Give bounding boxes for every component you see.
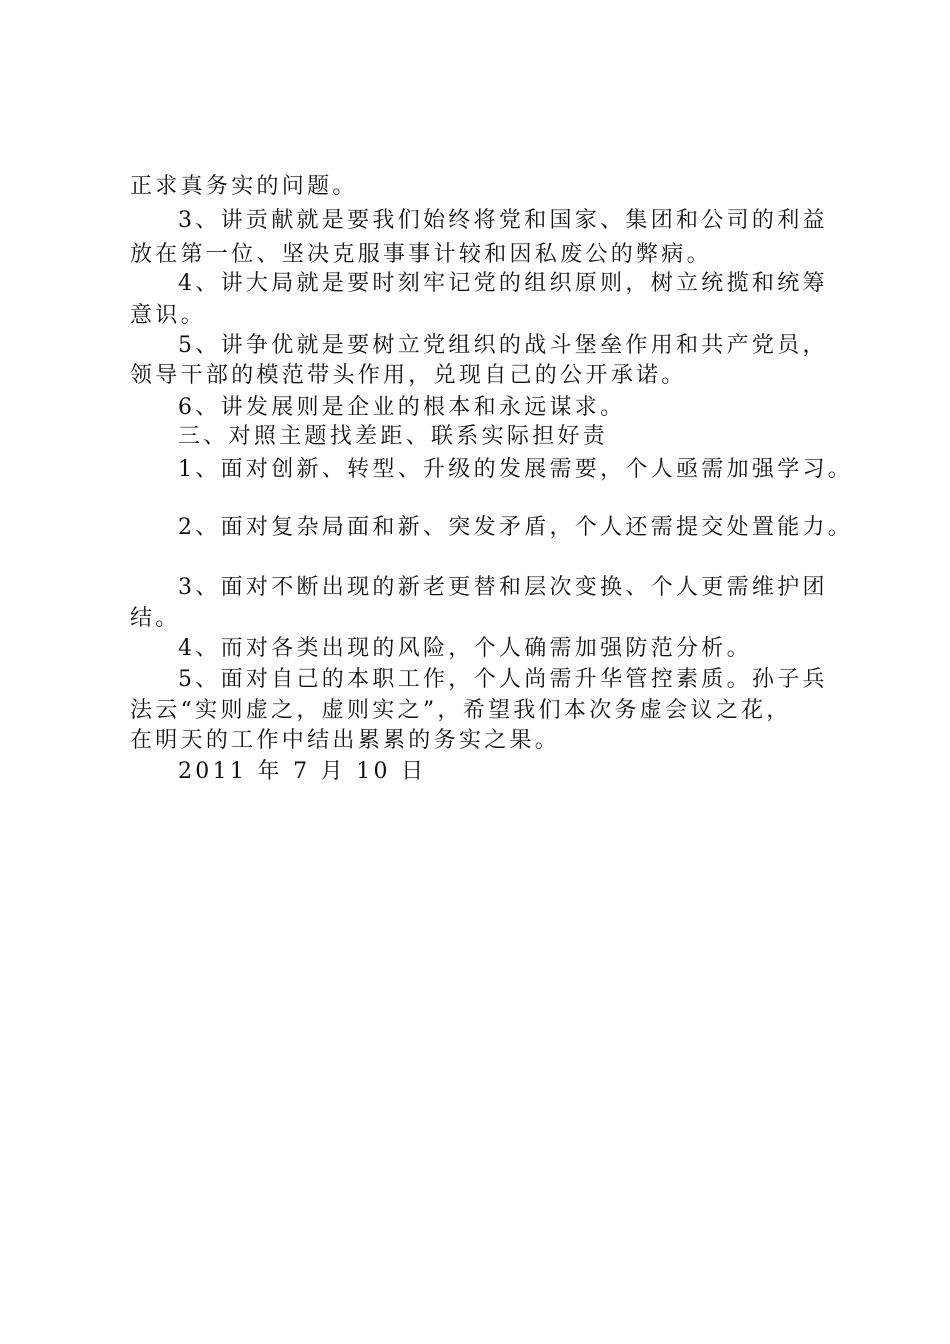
text-line: 5、面对自己的本职工作，个人尚需升华管控素质。孙子兵	[178, 667, 828, 692]
text-line: 6、讲发展则是企业的根本和永远谋求。	[178, 395, 626, 420]
text-line: 在明天的工作中结出累累的务实之果。	[130, 728, 561, 753]
text-line: 领导干部的模范带头作用，兑现自己的公开承诺。	[130, 363, 687, 388]
text-line: 2、面对复杂局面和新、突发矛盾，个人还需提交处置能力。	[178, 515, 854, 540]
text-line: 3、面对不断出现的新老更替和层次变换、个人更需维护团	[178, 575, 828, 600]
text-line: 5、讲争优就是要树立党组织的战斗堡垒作用和共产党员，	[178, 333, 828, 358]
document-date: 2011 年 7 月 10 日	[178, 759, 427, 784]
text-line: 3、讲贡献就是要我们始终将党和国家、集团和公司的利益	[178, 208, 828, 233]
text-line: 正求真务实的问题。	[130, 174, 358, 199]
text-line: 1、面对创新、转型、升级的发展需要，个人亟需加强学习。	[178, 457, 854, 482]
text-line: 4、讲大局就是要时刻牢记党的组织原则，树立统揽和统筹	[178, 271, 828, 296]
text-line: 放在第一位、坚决克服事事计较和因私废公的弊病。	[130, 242, 712, 267]
section-heading: 三、对照主题找差距、联系实际担好责	[178, 424, 609, 449]
text-line: 法云“实则虚之，虚则实之”，希望我们本次务虚会议之花，	[130, 698, 792, 723]
text-line: 意识。	[130, 303, 206, 328]
text-line: 4、而对各类出现的风险，个人确需加强防范分析。	[178, 636, 752, 661]
text-line: 结。	[130, 606, 181, 631]
